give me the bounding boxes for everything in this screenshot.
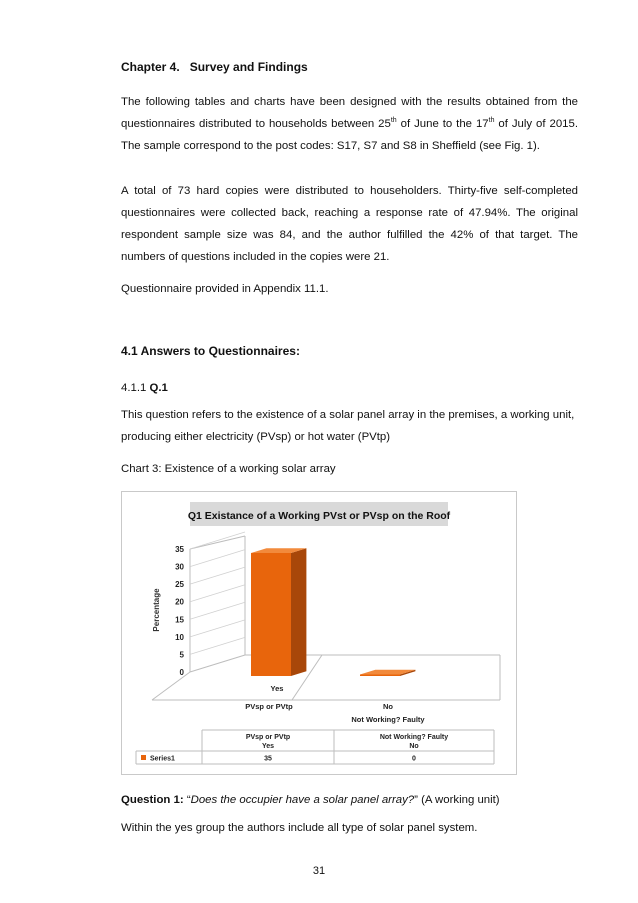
table-value-1: 35 — [264, 755, 272, 763]
bar-front — [251, 553, 291, 676]
subsection-number: 4.1.1 — [121, 382, 150, 394]
back-top-edge-left — [190, 536, 245, 549]
intro-p1-part-a: The following tables and charts have been designed with the results obtained from the questionnaires distributed to households between 25 — [121, 96, 578, 130]
y-tick-label: 10 — [175, 632, 184, 642]
chapter-title: Survey and Findings — [189, 60, 308, 74]
category-label-top-no: No — [383, 702, 393, 711]
superscript: th — [488, 117, 495, 125]
y-tick-label: 35 — [175, 545, 184, 554]
section-heading: 4.1 Answers to Questionnaires: — [121, 344, 300, 358]
intro-paragraph-1 — [121, 91, 578, 157]
intro-p1-part-c: of July of 2015. The sample correspond to the post codes: S17, S7 and S8 in Sheffield (see Fig. 1). — [121, 118, 578, 152]
q1-description: This question refers to the existence of a solar panel array in the premises, a working unit, producing either electricity (PVsp) or hot water (PVtp) — [121, 409, 575, 443]
gridline — [190, 637, 245, 654]
close-quote: ” — [414, 794, 418, 806]
table-header-1-top: PVsp or PVtp — [245, 734, 291, 741]
bar-chart — [122, 492, 516, 774]
chart-title: Q1 Existance of a Working PVst or PVsp on the Roof — [187, 510, 451, 522]
chapter-heading — [121, 60, 308, 74]
bar-1 — [360, 670, 415, 676]
open-quote: “ — [183, 794, 191, 806]
superscript: th — [390, 117, 397, 125]
y-tick-label: 30 — [175, 562, 184, 572]
category-label-top-yes: Yes — [270, 684, 284, 693]
chart-caption: Chart 3: Existence of a working solar array — [121, 463, 336, 475]
table-header-2-top: Not Working? Faulty — [379, 734, 449, 741]
bar-front — [360, 675, 400, 677]
legend-swatch — [141, 755, 146, 760]
category-label-bottom-faulty: Not Working? Faulty — [351, 715, 425, 724]
gridline — [190, 620, 245, 637]
table-value-2: 0 — [412, 755, 416, 763]
bars — [251, 548, 415, 676]
question-suffix: (A working unit) — [417, 794, 500, 806]
category-label-bottom-pvsp: PVsp or PVtp — [245, 702, 293, 711]
question-label: Question 1: — [121, 794, 184, 806]
y-tick-label: 5 — [179, 650, 184, 660]
y-tick-labels — [175, 545, 184, 677]
y-tick-label: 25 — [175, 580, 184, 590]
table-header-1-bottom: Yes — [261, 743, 275, 750]
gridline — [190, 567, 245, 584]
gridline — [190, 585, 245, 602]
table-header-2-bottom: No — [409, 743, 419, 750]
subsection-heading — [121, 382, 168, 394]
chapter-label: Chapter 4. — [121, 60, 180, 74]
legend-series-name: Series1 — [150, 755, 175, 763]
y-axis-label: Percentage — [152, 588, 161, 632]
gridline — [190, 532, 245, 549]
floor-left-edge — [190, 655, 245, 672]
question-1-line — [121, 794, 500, 806]
intro-paragraph-2: A total of 73 hard copies were distributed to householders. Thirty-five self-completed questionnaires were collected back, reaching a response rate of 47.94%. The original respondent sample size was 84, and the author fulfilled the 42% of that target. The numbers of questions included in the copies were 21. — [121, 185, 578, 263]
intro-p1-part-b: of June to the 17 — [396, 118, 489, 130]
gridline — [190, 550, 245, 567]
bar-side — [291, 548, 306, 676]
bar-0 — [251, 548, 306, 676]
gridlines — [190, 532, 245, 654]
page-number: 31 — [312, 865, 326, 877]
question-text: Does the occupier have a solar panel array? — [190, 794, 415, 806]
y-tick-label: 20 — [175, 597, 184, 607]
chart-container — [121, 491, 517, 775]
intro-paragraph-3: Questionnaire provided in Appendix 11.1. — [121, 283, 329, 295]
axis-frame — [152, 536, 500, 700]
subsection-title: Q.1 — [149, 382, 168, 394]
y-tick-label: 15 — [175, 615, 184, 625]
floor-front-left — [152, 672, 190, 700]
gridline — [190, 602, 245, 619]
closing-paragraph: Within the yes group the authors include all type of solar panel system. — [121, 822, 478, 834]
y-tick-label: 0 — [179, 668, 184, 677]
